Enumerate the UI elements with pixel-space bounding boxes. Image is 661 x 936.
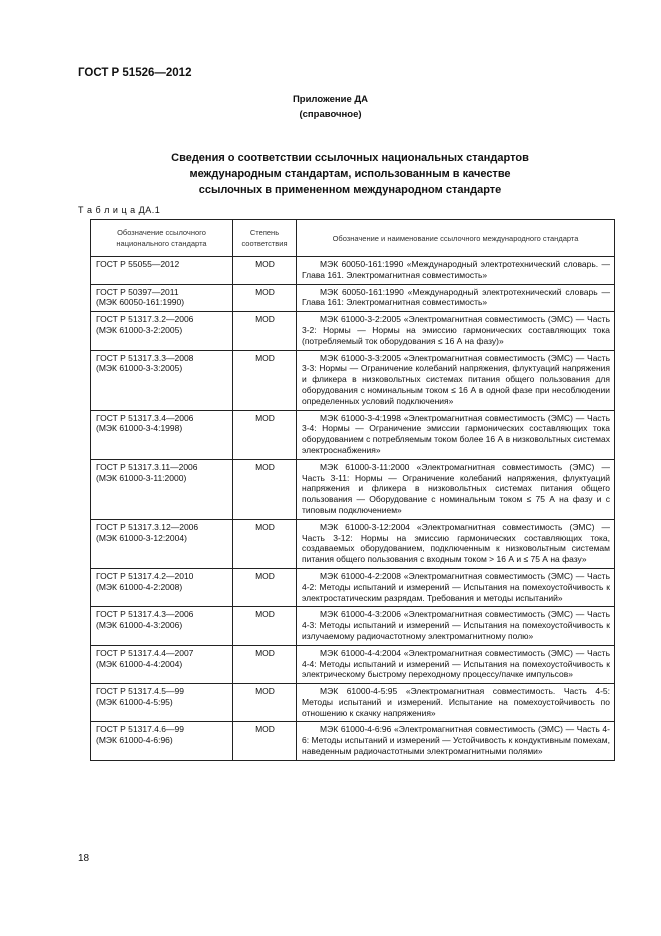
international-standard-cell: МЭК 61000-4-6:96 «Электромагнитная совместимость (ЭМС) — Часть 4-6: Методы испытаний и измерений — Устойчивость к кондуктивным помехам, наведенным радиочастотными электромагнитными полями» [297, 722, 615, 760]
degree-cell: MOD [233, 459, 297, 519]
page-number: 18 [78, 853, 90, 864]
national-standard-line: (МЭК 61000-3-11:2000) [96, 472, 187, 483]
national-standard-line: (МЭК 61000-3-12:2004) [96, 532, 187, 543]
international-standard-cell: МЭК 61000-3-11:2000 «Электромагнитная совместимость (ЭМС) — Часть 3-11: Нормы — Ограничение колебаний напряжения, флуктуаций напряжения и фликера в низковольтных системах питания общего пользования — Оборудование с номинальным током ≤ 75 А на фазу и с типовым подключением» [297, 459, 615, 519]
table-row [91, 519, 615, 568]
appendix-subtitle: (справочное) [299, 109, 362, 120]
header-national-standard: Обозначение ссылочного национального стандарта [91, 220, 233, 257]
table-header-row [91, 220, 615, 257]
table-row [91, 410, 615, 459]
national-standard-line: ГОСТ Р 55055—2012 [96, 259, 180, 269]
national-standard-line: ГОСТ Р 50397—2011 [96, 286, 179, 297]
international-standard-cell: МЭК 61000-3-4:1998 «Электромагнитная совместимость (ЭМС) — Часть 3-4: Нормы — Ограничение эмиссии гармонических составляющих тока оборудованием с потребляемым током более 16 А в низковольтных системах электроснабжения» [297, 410, 615, 459]
national-standard-cell [91, 568, 233, 606]
degree-cell: MOD [233, 722, 297, 760]
national-standard-cell [91, 350, 233, 410]
section-title-line: ссылочных в примененном международном стандарте [198, 184, 502, 196]
header-international-standard: Обозначение и наименование ссылочного международного стандарта [297, 220, 615, 257]
national-standard-line: (МЭК 61000-3-4:1998) [96, 423, 183, 434]
degree-cell: MOD [233, 607, 297, 645]
national-standard-line: (МЭК 61000-3-2:2005) [96, 324, 183, 335]
international-standard-cell: МЭК 60050-161:1990 «Международный электротехнический словарь — Глава 161: Электромагнитная совместимость» [297, 284, 615, 312]
national-standard-cell [91, 519, 233, 568]
degree-cell: MOD [233, 645, 297, 683]
section-title [150, 150, 550, 198]
national-standard-line: ГОСТ Р 51317.4.2—2010 [96, 570, 194, 581]
international-standard-cell: МЭК 61000-4-4:2004 «Электромагнитная совместимость (ЭМС) — Часть 4-4: Методы испытаний и измерений — Испытания на помехоустойчивость к электрическому быстрому переходному процессу/пачке импульсов» [297, 645, 615, 683]
national-standard-line: (МЭК 61000-4-2:2008) [96, 581, 183, 592]
international-standard-cell: МЭК 61000-4-3:2006 «Электромагнитная совместимость (ЭМС) — Часть 4-3: Методы испытаний и измерений — Испытания на помехоустойчивость к излучаемому радиочастотному электромагнитному полю» [297, 607, 615, 645]
table-label: Т а б л и ц а ДА.1 [78, 205, 161, 215]
table-row [91, 257, 615, 285]
table-row [91, 312, 615, 350]
table-row [91, 350, 615, 410]
national-standard-cell [91, 410, 233, 459]
table-row [91, 722, 615, 760]
section-title-line: Сведения о соответствии ссылочных национальных стандартов [171, 152, 529, 164]
national-standard-cell [91, 722, 233, 760]
document-code: ГОСТ Р 51526—2012 [78, 67, 192, 79]
national-standard-cell [91, 257, 233, 285]
section-title-line: международным стандартам, использованным в качестве [189, 168, 511, 180]
national-standard-line: (МЭК 61000-4-5:95) [96, 696, 173, 707]
appendix-title: Приложение ДА [292, 94, 369, 105]
international-standard-cell: МЭК 61000-4-2:2008 «Электромагнитная совместимость (ЭМС) — Часть 4-2: Методы испытаний и измерений — Испытания на помехоустойчивость к электростатическим разрядам. Требования и методы испытаний» [297, 568, 615, 606]
table-row [91, 645, 615, 683]
national-standard-line: ГОСТ Р 51317.4.3—2006 [96, 609, 194, 620]
degree-cell: MOD [233, 312, 297, 350]
degree-cell: MOD [233, 568, 297, 606]
international-standard-cell: МЭК 61000-3-2:2005 «Электромагнитная совместимость (ЭМС) — Часть 3-2: Нормы — Нормы на эмиссию гармонических составляющих тока (потребляемый ток оборудования ≤ 16 А на фазу)» [297, 312, 615, 350]
international-standard-cell: МЭК 61000-4-5:95 «Электромагнитная совместимость. Часть 4-5: Методы испытаний и измерений. Испытание на помехоустойчивость по отношению к скачку напряжения» [297, 684, 615, 722]
table-body [91, 257, 615, 761]
national-standard-line: (МЭК 61000-4-6:96) [96, 735, 173, 746]
national-standard-cell [91, 607, 233, 645]
national-standard-line: ГОСТ Р 51317.4.5—99 [96, 686, 184, 697]
degree-cell: MOD [233, 684, 297, 722]
degree-cell: MOD [233, 410, 297, 459]
national-standard-line: ГОСТ Р 51317.3.12—2006 [96, 521, 199, 532]
international-standard-cell: МЭК 60050-161:1990 «Международный электротехнический словарь. — Глава 161. Электромагнитная совместимость» [297, 257, 615, 285]
international-standard-cell: МЭК 61000-3-12:2004 «Электромагнитная совместимость (ЭМС) — Часть 3-12: Нормы на эмиссию гармонических составляющих тока, создаваемых оборудованием, подключенным к низковольтным системам питания общего пользования с входным током > 16 А и ≤ 75 А на фазу» [297, 519, 615, 568]
degree-cell: MOD [233, 257, 297, 285]
table-row [91, 284, 615, 312]
national-standard-line: ГОСТ Р 51317.3.2—2006 [96, 314, 194, 325]
national-standard-line: (МЭК 61000-4-3:2006) [96, 620, 183, 631]
degree-cell: MOD [233, 519, 297, 568]
national-standard-line: (МЭК 61000-4-4:2004) [96, 658, 183, 669]
table-row [91, 684, 615, 722]
national-standard-line: ГОСТ Р 51317.3.3—2008 [96, 352, 194, 363]
table-row [91, 607, 615, 645]
table-row [91, 568, 615, 606]
national-standard-cell [91, 284, 233, 312]
national-standard-line: ГОСТ Р 51317.4.6—99 [96, 724, 184, 735]
degree-cell: MOD [233, 284, 297, 312]
national-standard-line: ГОСТ Р 51317.4.4—2007 [96, 647, 194, 658]
degree-cell: MOD [233, 350, 297, 410]
national-standard-line: (МЭК 60050-161:1990) [96, 297, 185, 308]
header-degree: Степень соответствия [233, 220, 297, 257]
national-standard-line: ГОСТ Р 51317.3.11—2006 [96, 461, 198, 472]
national-standard-line: (МЭК 61000-3-3:2005) [96, 363, 183, 374]
national-standard-cell [91, 684, 233, 722]
national-standard-cell [91, 459, 233, 519]
table-row [91, 459, 615, 519]
national-standard-line: ГОСТ Р 51317.3.4—2006 [96, 412, 194, 423]
international-standard-cell: МЭК 61000-3-3:2005 «Электромагнитная совместимость (ЭМС) — Часть 3-3: Нормы — Ограничение колебаний напряжения, флуктуаций напряжения и фликера в низковольтных системах питания общего пользования для оборудования с номинальным током ≤ 16 А в одной фазе при несоблюдении определенных условий подключения» [297, 350, 615, 410]
national-standard-cell [91, 645, 233, 683]
national-standard-cell [91, 312, 233, 350]
reference-table [90, 219, 615, 761]
